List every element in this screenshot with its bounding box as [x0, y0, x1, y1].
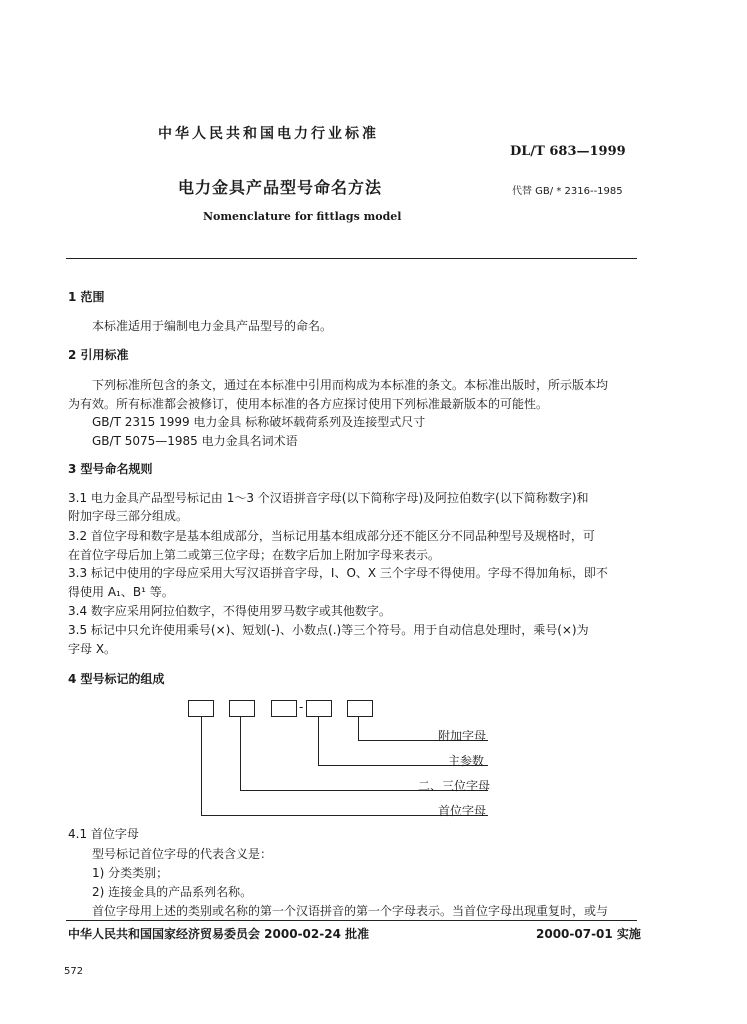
document-title: 电力金具产品型号命名方法	[178, 178, 383, 197]
clause-3-5-line2: 字母 X。	[68, 642, 117, 656]
clause-4-1-paragraph: 型号标记首位字母的代表含义是：	[92, 847, 273, 861]
footer-rule	[66, 920, 637, 921]
clause-3-2-line2: 在首位字母后加上第二或第三位字母；在数字后加上附加字母来表示。	[68, 548, 441, 562]
clause-3-5-line1: 3.5 标记中只允许使用乘号(×)、短划(-)、小数点(.)等三个符号。用于自动信息处理时，乘号(×)为	[68, 623, 589, 637]
first-letter-connector-vertical	[201, 717, 202, 815]
suffix-letter-box	[347, 700, 373, 717]
label-main-parameter: 主参数	[448, 754, 485, 768]
label-suffix-letter: 附加字母	[438, 729, 487, 743]
english-title: Nomenclature for fittlags model	[203, 210, 402, 223]
approval-line: 中华人民共和国国家经济贸易委员会 2000-02-24 批准	[68, 927, 370, 941]
suffix-connector-vertical	[358, 717, 359, 740]
replaces-note: 代替 GB/ * 2316--1985	[512, 186, 623, 197]
reference-2: GB/T 5075—1985 电力金具名词术语	[92, 434, 298, 448]
clause-3-2-line1: 3.2 首位字母和数字是基本组成部分，当标记用基本组成部分还不能区分不同品种型号及规格时，可	[68, 529, 595, 543]
main-parameter-box-2	[306, 700, 332, 717]
section-1-paragraph: 本标准适用于编制电力金具产品型号的命名。	[92, 319, 333, 333]
section-2-paragraph-line2: 为有效。所有标准都会被修订，使用本标准的各方应探讨使用下列标准最新版本的可能性。	[68, 397, 549, 411]
second-third-letter-box	[229, 700, 255, 717]
clause-3-1-line1: 3.1 电力金具产品型号标记由 1～3 个汉语拼音字母(以下简称字母)及阿拉伯数字(以下简称数字)和	[68, 491, 589, 505]
first-letter-box	[188, 700, 214, 717]
second-third-connector-vertical	[240, 717, 241, 790]
section-1-heading: 1 范围	[68, 290, 105, 304]
hyphen-symbol: -	[299, 700, 304, 714]
main-parameter-box	[271, 700, 297, 717]
section-4-heading: 4 型号标记的组成	[68, 672, 165, 686]
label-second-third-letter: 二、三位字母	[418, 779, 491, 793]
clause-3-1-line2: 附加字母三部分组成。	[68, 509, 189, 523]
section-3-heading: 3 型号命名规则	[68, 462, 153, 476]
org-title: 中华人民共和国电力行业标准	[158, 126, 379, 142]
header-rule	[66, 258, 637, 259]
standard-number: DL/T 683—1999	[510, 144, 626, 159]
section-2-paragraph-line1: 下列标准所包含的条文，通过在本标准中引用而构成为本标准的条文。本标准出版时，所示版本均	[92, 378, 609, 392]
clause-3-4: 3.4 数字应采用阿拉伯数字，不得使用罗马数字或其他数字。	[68, 604, 391, 618]
clause-4-1-heading: 4.1 首位字母	[68, 827, 139, 841]
clause-4-1-item-2: 2) 连接金具的产品系列名称。	[92, 885, 253, 899]
clause-4-1-item-1: 1) 分类类别；	[92, 866, 169, 880]
clause-4-1-paragraph-2: 首位字母用上述的类别或名称的第一个汉语拼音的第一个字母表示。当首位字母出现重复时，或与	[92, 904, 609, 918]
reference-1: GB/T 2315 1999 电力金具 标称破坏载荷系列及连接型式尺寸	[92, 415, 426, 429]
effective-date: 2000-07-01 实施	[536, 927, 641, 941]
clause-3-3-line2: 得使用 A₁、B¹ 等。	[68, 585, 174, 599]
clause-3-3-line1: 3.3 标记中使用的字母应采用大写汉语拼音字母，I、O、X 三个字母不得使用。字母不得加角标，即不	[68, 566, 608, 580]
label-first-letter: 首位字母	[438, 804, 487, 818]
section-2-heading: 2 引用标准	[68, 348, 129, 362]
main-param-connector-vertical	[318, 717, 319, 765]
page-number: 572	[64, 966, 84, 977]
